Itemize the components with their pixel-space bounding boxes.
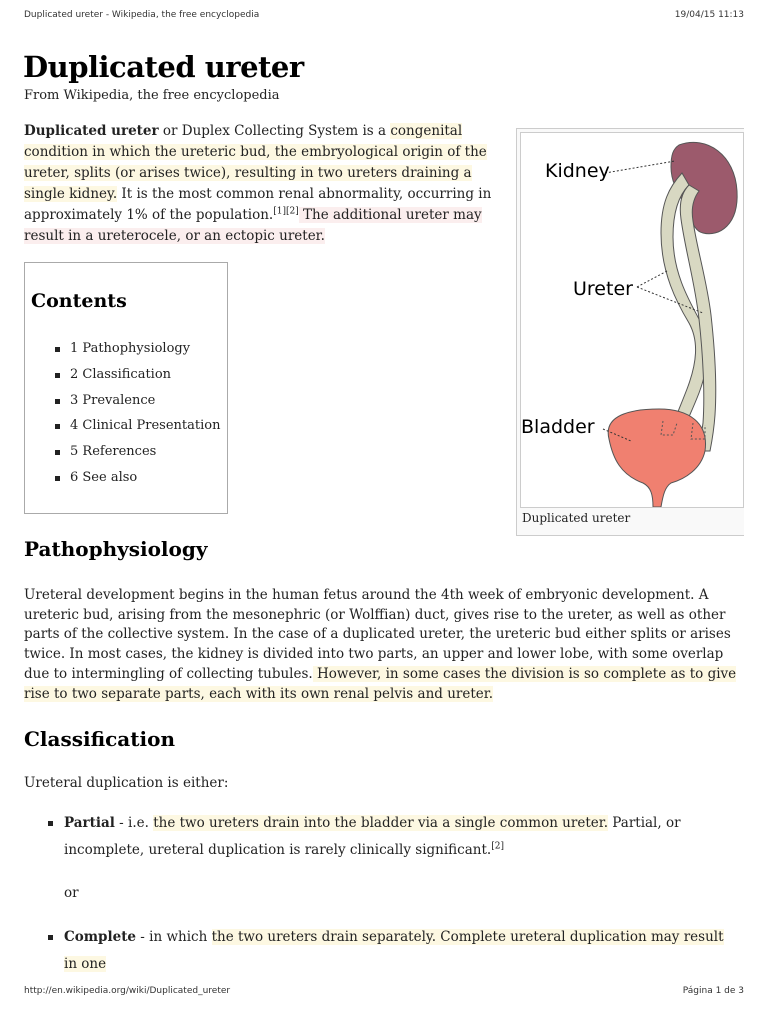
table-of-contents xyxy=(24,262,228,514)
page-title: Duplicated ureter xyxy=(23,50,304,84)
or-text: or xyxy=(64,885,79,901)
pathophysiology-text: Ureteral development begins in the human fetus around the 4th week of embryonic development. A ureteric bud, arising from the mesonephric (or Wolffian) duct, gives rise to the ureter, as well as other parts of the collective system. In the case of a duplicated ureter, the ureteric bud either splits or arises twice. In most cases, the kidney is divided into two parts, an upper and lower lobe, with some overlap due to intermingling of collecting tubules. xyxy=(24,587,731,682)
toc-title: Contents xyxy=(31,290,127,312)
intro-highlight-1: congenital condition in which the ureteric bud, the embryological origin of the ureter, splits (or arises twice), resulting in two ureters draining a single kidney. xyxy=(24,123,487,202)
toc-item-see-also[interactable]: 6 See also xyxy=(51,470,220,496)
figure-thumbnail xyxy=(516,128,744,536)
figure-caption: Duplicated ureter xyxy=(522,511,631,525)
figure-image[interactable] xyxy=(520,132,744,508)
toc-item-classification[interactable]: 2 Classification xyxy=(51,367,220,393)
partial-term: Partial xyxy=(64,815,115,831)
print-footer-page: Página 1 de 3 xyxy=(682,986,744,996)
print-header-datetime: 19/04/15 11:13 xyxy=(674,10,744,20)
print-header xyxy=(24,10,744,20)
toc-list xyxy=(51,341,220,496)
classification-intro: Ureteral duplication is either: xyxy=(24,775,229,791)
ureter-leader-line-2 xyxy=(637,287,703,313)
kidney-label: Kidney xyxy=(545,160,610,182)
heading-classification: Classification xyxy=(24,727,175,751)
intro-highlight-2: The additional ureter may result in a ureterocele, or an ectopic ureter. xyxy=(24,207,482,244)
partial-dash: - i.e. xyxy=(114,815,154,831)
list-item-partial xyxy=(64,810,724,864)
print-footer-url: http://en.wikipedia.org/wiki/Duplicated_ureter xyxy=(24,986,231,996)
toc-item-prevalence[interactable]: 3 Prevalence xyxy=(51,393,220,419)
complete-highlight: the two ureters drain separately. Complete ureteral duplication may result in one xyxy=(64,929,724,972)
intro-text-2: It is the most common renal abnormality, occurring in approximately 1% of the population. xyxy=(24,186,492,223)
partial-highlight: the two ureters drain into the bladder via a single common ureter. xyxy=(153,815,608,831)
heading-pathophysiology: Pathophysiology xyxy=(24,537,208,561)
bladder-shape xyxy=(608,409,705,507)
ureter-label: Ureter xyxy=(573,278,633,300)
toc-item-pathophysiology[interactable]: 1 Pathophysiology xyxy=(51,341,220,367)
complete-term: Complete xyxy=(64,929,137,945)
intro-paragraph xyxy=(24,121,492,247)
citation-link-1[interactable]: [1] xyxy=(273,206,286,217)
pathophysiology-highlight: However, in some cases the division is so complete as to give rise to two separate parts, each with its own renal pelvis and ureter. xyxy=(24,665,737,702)
duplicated-ureter-diagram xyxy=(521,133,743,507)
list-item-complete xyxy=(64,924,724,978)
tagline: From Wikipedia, the free encyclopedia xyxy=(24,88,280,103)
bladder-label: Bladder xyxy=(521,416,595,438)
partial-rest: Partial, or incomplete, ureteral duplication is rarely clinically significant. xyxy=(64,815,681,858)
toc-item-references[interactable]: 5 References xyxy=(51,444,220,470)
toc-item-clinical-presentation[interactable]: 4 Clinical Presentation xyxy=(51,418,220,444)
citation-link-partial[interactable]: [2] xyxy=(491,841,504,852)
intro-bold-term: Duplicated ureter xyxy=(24,123,159,139)
print-header-title: Duplicated ureter - Wikipedia, the free encyclopedia xyxy=(24,10,260,20)
kidney-leader-line xyxy=(605,161,675,173)
print-footer xyxy=(24,986,744,996)
pathophysiology-paragraph xyxy=(24,586,746,704)
ureter-leader-line-1 xyxy=(637,271,667,287)
intro-text-1: or Duplex Collecting System is a xyxy=(158,123,391,139)
complete-dash: - in which xyxy=(136,929,212,945)
citation-link-2[interactable]: [2] xyxy=(285,206,299,217)
